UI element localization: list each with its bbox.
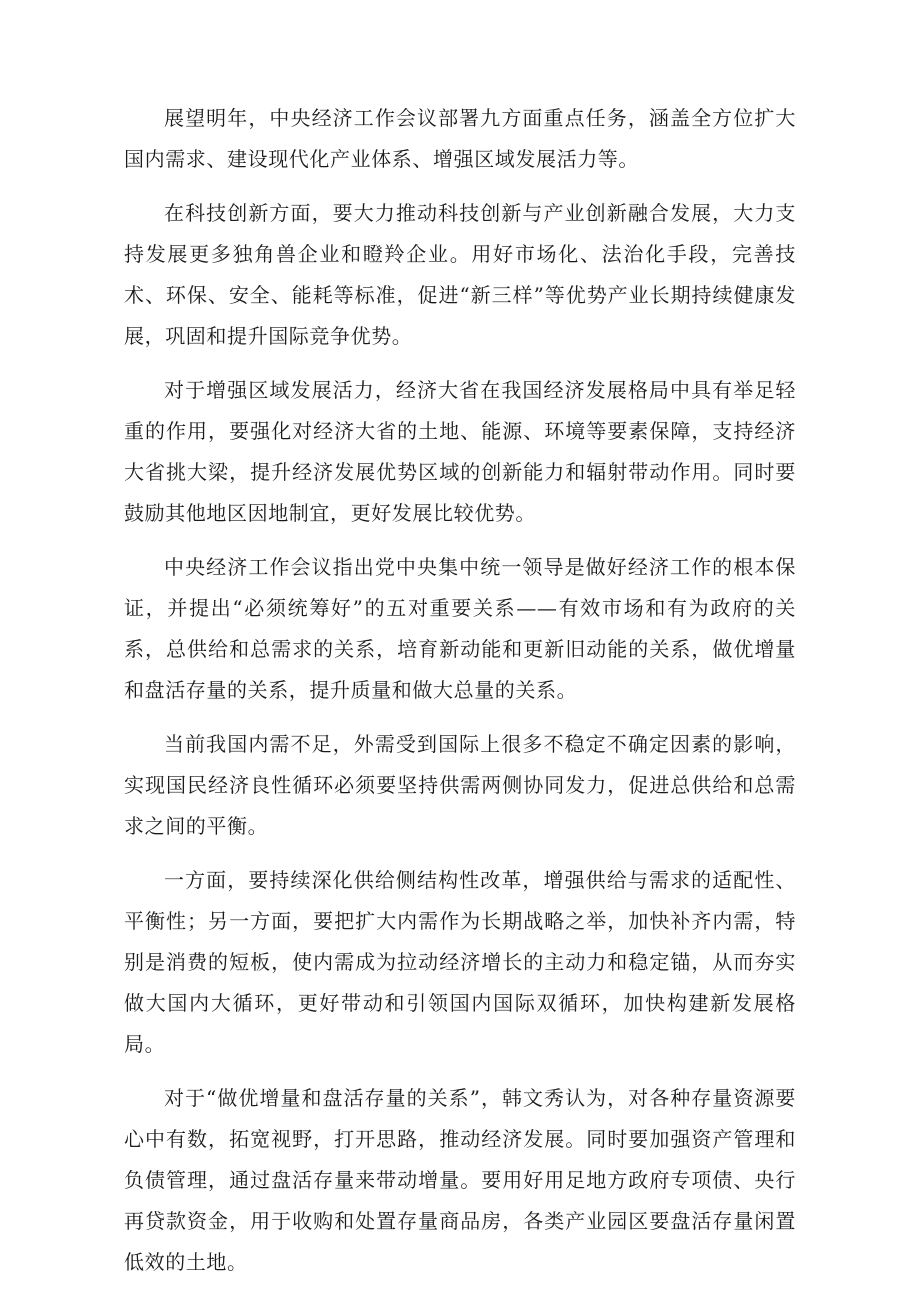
paragraph-2: 在科技创新方面，要大力推动科技创新与产业创新融合发展，大力支持发展更多独角兽企业和瞪羚企业。用好市场化、法治化手段，完善技术、环保、安全、能耗等标准，促进“新三样”等优势产业长期持续健康发展，巩固和提升国际竞争优势。 [124, 201, 796, 348]
paragraph-6: 一方面，要持续深化供给侧结构性改革，增强供给与需求的适配性、平衡性；另一方面，要把扩大内需作为长期战略之举，加快补齐内需，特别是消费的短板，使内需成为拉动经济增长的主动力和稳定锚，从而夯实做大国内大循环，更好带动和引领国内国际双循环，加快构建新发展格局。 [124, 868, 796, 1056]
paragraph-4: 中央经济工作会议指出党中央集中统一领导是做好经济工作的根本保证，并提出“必须统筹好”的五对重要关系——有效市场和有为政府的关系，总供给和总需求的关系，培育新动能和更新旧动能的关系，做优增量和盘活存量的关系，提升质量和做大总量的关系。 [124, 555, 796, 702]
paragraph-1: 展望明年，中央经济工作会议部署九方面重点任务，涵盖全方位扩大国内需求、建设现代化产业体系、增强区域发展活力等。 [124, 106, 796, 171]
paragraph-7: 对于“做优增量和盘活存量的关系”，韩文秀认为，对各种存量资源要心中有数，拓宽视野，打开思路，推动经济发展。同时要加强资产管理和负债管理，通过盘活存量来带动增量。要用好用足地方政府专项债、央行再贷款资金，用于收购和处置存量商品房，各类产业园区要盘活存量闲置低效的土地。 [124, 1086, 796, 1274]
paragraph-3: 对于增强区域发展活力，经济大省在我国经济发展格局中具有举足轻重的作用，要强化对经济大省的土地、能源、环境等要素保障，支持经济大省挑大梁，提升经济发展优势区域的创新能力和辐射带动作用。同时要鼓励其他地区因地制宜，更好发展比较优势。 [124, 378, 796, 525]
paragraph-5: 当前我国内需不足，外需受到国际上很多不稳定不确定因素的影响，实现国民经济良性循环必须要坚持供需两侧协同发力，促进总供给和总需求之间的平衡。 [124, 732, 796, 838]
document-body [124, 98, 796, 1296]
